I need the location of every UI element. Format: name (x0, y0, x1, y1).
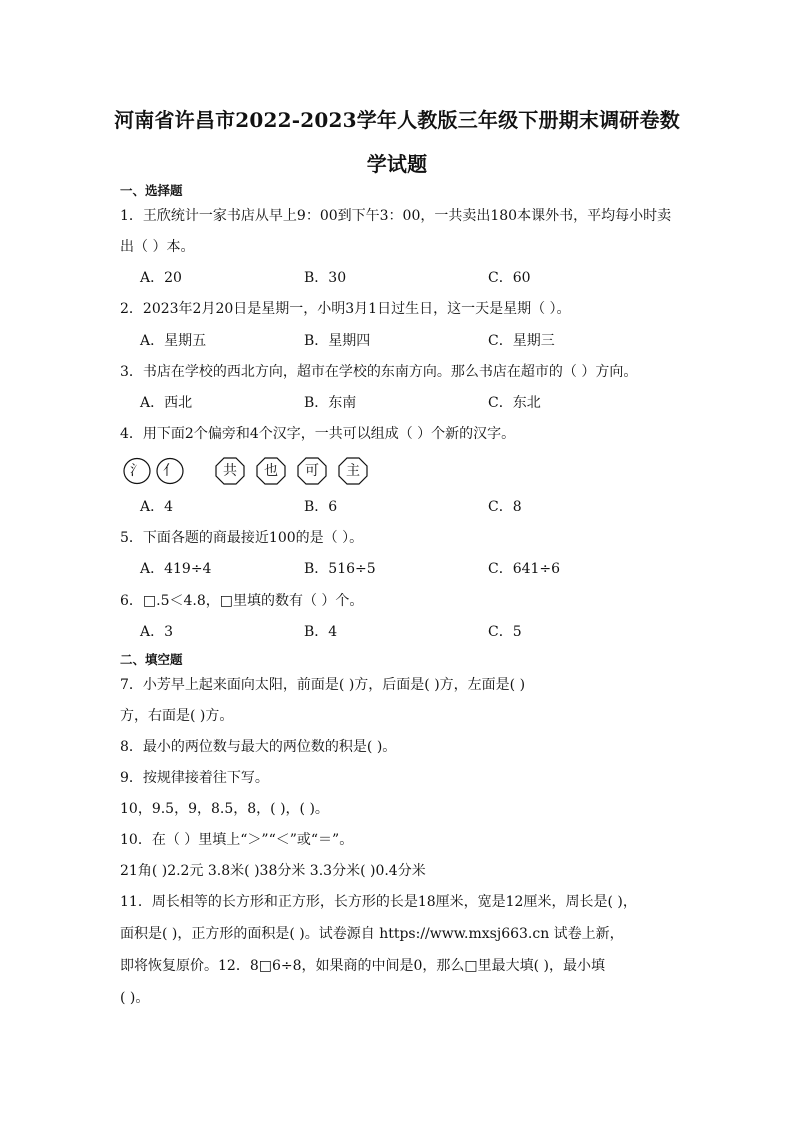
q6-option-c: C．5 (488, 624, 522, 640)
question-4: 4．用下面2个偏旁和4个汉字，一共可以组成（ ）个新的汉字。 (120, 426, 516, 442)
radical-person: 亻 (163, 463, 177, 479)
question-3: 3．书店在学校的西北方向，超市在学校的东南方向。那么书店在超市的（ ）方向。 (120, 364, 638, 380)
char-octagon-gong (215, 457, 245, 485)
question-11-line2: 面积是( )，正方形的面积是( )。试卷源自 https://www.mxsj663.cn 试卷上新， (120, 926, 624, 942)
section-heading-choice: 一、选择题 (120, 183, 183, 198)
q1-option-c: C．60 (488, 270, 531, 286)
q1-option-b: B．30 (304, 270, 347, 286)
q4-option-c: C．8 (488, 499, 522, 515)
q2-option-c: C．星期三 (488, 333, 555, 349)
char-octagon-ye (256, 457, 286, 485)
q2-option-b: B．星期四 (304, 333, 371, 349)
q5-option-b: B．516÷5 (304, 561, 376, 577)
question-9: 9．按规律接着往下写。 (120, 770, 269, 786)
char-octagon-ke (297, 457, 327, 485)
question-7-line1: 7．小芳早上起来面向太阳，前面是( )方，后面是( )方，左面是( ) (120, 677, 526, 693)
q2-option-a: A．星期五 (140, 333, 207, 349)
q6-option-a: A．3 (140, 624, 174, 640)
q4-option-b: B．6 (304, 499, 338, 515)
radical-water: 氵 (130, 463, 144, 479)
question-12-line2: ( )。 (120, 990, 150, 1006)
q3-option-b: B．东南 (304, 395, 357, 411)
question-6: 6．□.5＜4.8，□里填的数有（ ）个。 (120, 593, 364, 609)
q3-option-c: C．东北 (488, 395, 541, 411)
question-1-line2: 出（ ）本。 (120, 239, 195, 255)
question-2: 2．2023年2月20日是星期一，小明3月1日过生日，这一天是星期（ ）。 (120, 301, 571, 317)
page-title-line2: 学试题 (366, 152, 428, 176)
question-9-sequence: 10，9.5，9，8.5，8，( )，( )。 (120, 801, 329, 817)
q6-option-b: B．4 (304, 624, 338, 640)
page-title-line1: 河南省许昌市2022-2023学年人教版三年级下册期末调研卷数 (114, 108, 680, 132)
radical-circle-water (122, 457, 152, 485)
question-10-items: 21角( )2.2元 3.8米( )38分米 3.3分米( )0.4分米 (120, 863, 426, 879)
q5-option-c: C．641÷6 (488, 561, 561, 577)
question-1-line1: 1．王欣统计一家书店从早上9：00到下午3：00，一共卖出180本课外书，平均每小时卖 (120, 208, 672, 224)
question-5: 5．下面各题的商最接近100的是（ ）。 (120, 530, 364, 546)
char-ye: 也 (264, 463, 278, 479)
q3-option-a: A．西北 (140, 395, 193, 411)
section-heading-fill: 二、填空题 (120, 652, 183, 667)
q5-option-a: A．419÷4 (140, 561, 212, 577)
question-10: 10．在（ ）里填上“＞”“＜”或“＝”。 (120, 832, 354, 848)
q4-option-a: A．4 (140, 499, 174, 515)
char-octagon-zhu (338, 457, 368, 485)
radical-circle-person (155, 457, 185, 485)
question-7-line2: 方，右面是( )方。 (120, 708, 234, 724)
q1-option-a: A．20 (140, 270, 182, 286)
char-ke: 可 (305, 463, 319, 479)
char-zhu: 主 (346, 463, 360, 479)
char-gong: 共 (223, 463, 237, 479)
question-8: 8．最小的两位数与最大的两位数的积是( )。 (120, 739, 397, 755)
question-12-line1: 即将恢复原价。12．8□6÷8，如果商的中间是0，那么□里最大填( )，最小填 (120, 958, 606, 974)
question-11-line1: 11．周长相等的长方形和正方形，长方形的长是18厘米，宽是12厘米，周长是( )， (120, 894, 637, 910)
